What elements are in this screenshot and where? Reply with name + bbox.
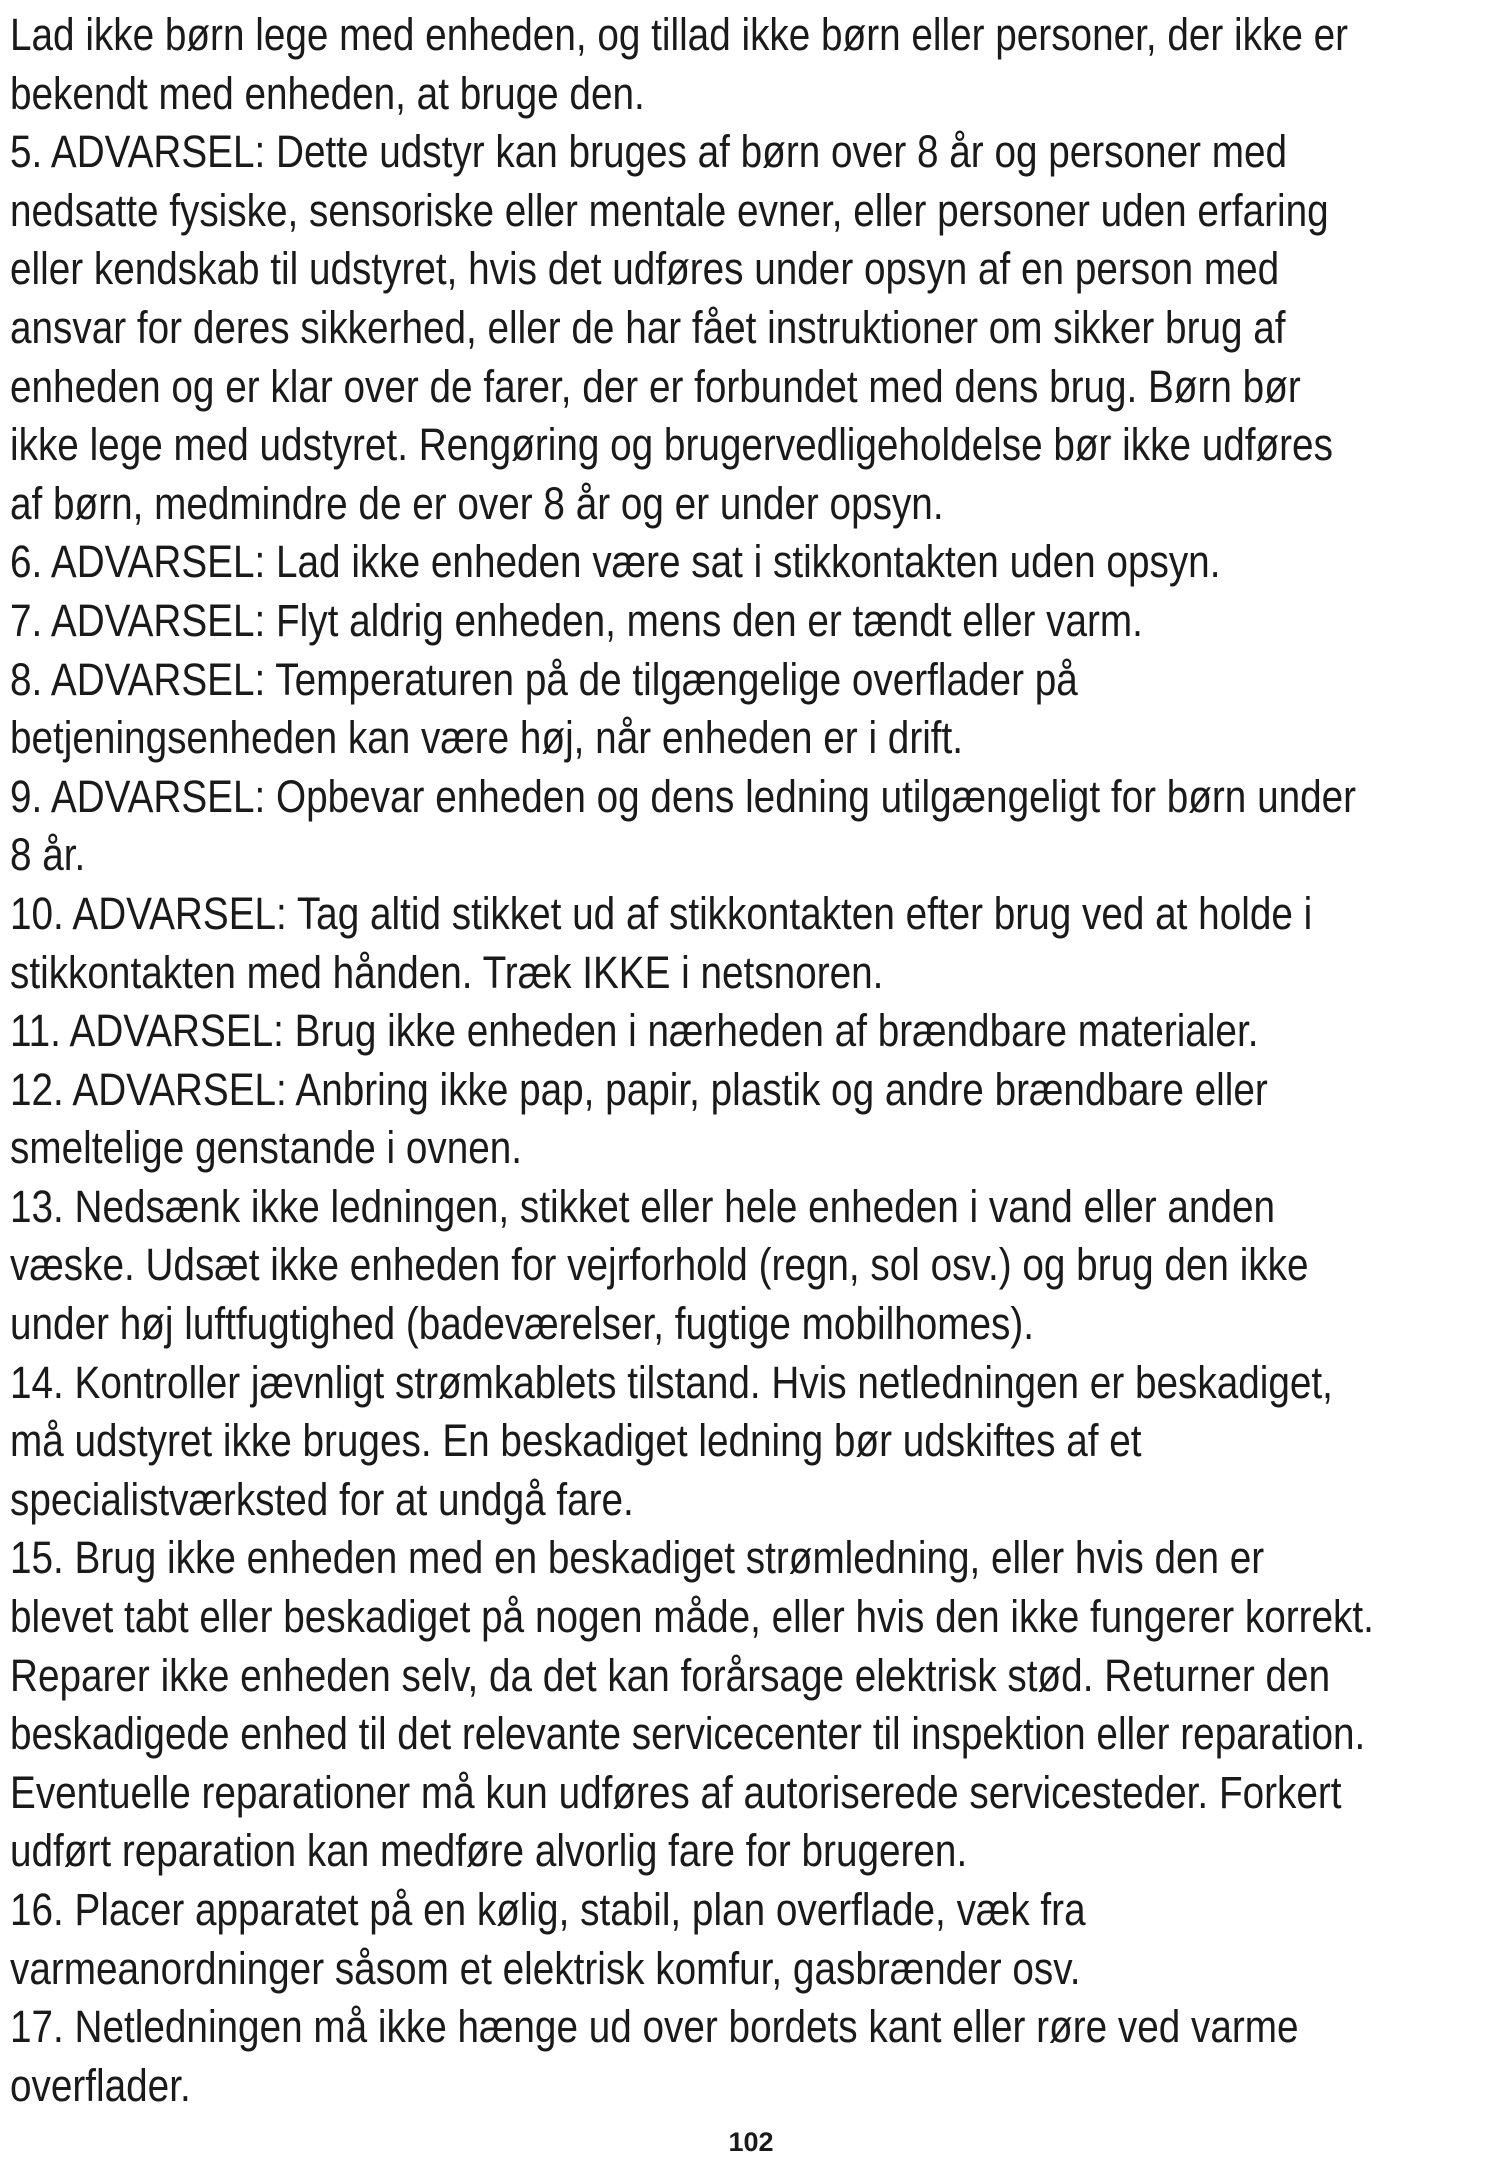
text-line: 11. ADVARSEL: Brug ikke enheden i nærheden af brændbare materialer. [10,1005,1259,1057]
text-line: ansvar for deres sikkerhed, eller de har fået instruktioner om sikker brug af [10,301,1286,353]
text-line: 17. Netledningen må ikke hænge ud over bordets kant eller røre ved varme [10,2001,1299,2053]
text-line: 9. ADVARSEL: Opbevar enheden og dens ledning utilgængeligt for børn under [10,770,1357,822]
paragraph [10,6,1498,123]
text-line: stikkontakten med hånden. Træk IKKE i netsnoren. [10,946,884,998]
paragraph [10,885,1498,1002]
text-line: 8 år. [10,829,86,881]
text-line: overflader. [10,2059,191,2111]
text-line: 10. ADVARSEL: Tag altid stikket ud af stikkontakten efter brug ved at holde i [10,887,1313,939]
paragraph [10,1002,1498,1061]
text-line: udført reparation kan medføre alvorlig fare for brugeren. [10,1825,968,1877]
text-line: 15. Brug ikke enheden med en beskadiget strømledning, eller hvis den er [10,1532,1265,1584]
text-line: beskadigede enhed til det relevante servicecenter til inspektion eller reparation. [10,1708,1366,1760]
text-line: enheden og er klar over de farer, der er forbundet med dens brug. Børn bør [10,360,1301,412]
paragraph [10,1354,1498,1530]
text-line: Reparer ikke enheden selv, da det kan forårsage elektrisk stød. Returner den [10,1649,1331,1701]
text-line: væske. Udsæt ikke enheden for vejrforhold (regn, sol osv.) og brug den ikke [10,1239,1309,1291]
page-number: 102 [728,2127,774,2157]
paragraph [10,1061,1498,1178]
text-line: 8. ADVARSEL: Temperaturen på de tilgængelige overflader på [10,653,1078,705]
text-line: Lad ikke børn lege med enheden, og tillad ikke børn eller personer, der ikke er [10,9,1349,60]
text-line: specialistværksted for at undgå fare. [10,1473,634,1525]
text-line: blevet tabt eller beskadiget på nogen måde, eller hvis den ikke fungerer korrekt. [10,1591,1374,1643]
text-line: 14. Kontroller jævnligt strømkablets tilstand. Hvis netledningen er beskadiget, [10,1356,1333,1408]
paragraph [10,1529,1498,1881]
paragraph [10,533,1498,592]
text-line: smeltelige genstande i ovnen. [10,1122,523,1174]
paragraph [10,123,1498,533]
text-line: betjeningsenheden kan være høj, når enheden er i drift. [10,712,964,764]
text-line: 13. Nedsænk ikke ledningen, stikket eller hele enheden i vand eller anden [10,1180,1276,1232]
text-line: 6. ADVARSEL: Lad ikke enheden være sat i stikkontakten uden opsyn. [10,536,1221,588]
paragraph [10,768,1498,885]
text-line: må udstyret ikke bruges. En beskadiget ledning bør udskiftes af et [10,1415,1142,1467]
text-line: ikke lege med udstyret. Rengøring og brugervedligeholdelse bør ikke udføres [10,419,1333,471]
paragraph [10,1881,1498,1998]
paragraph [10,1998,1498,2115]
text-line: bekendt med enheden, at bruge den. [10,67,645,119]
text-line: varmeanordninger såsom et elektrisk komfur, gasbrænder osv. [10,1942,1081,1994]
paragraph [10,592,1498,651]
text-line: 7. ADVARSEL: Flyt aldrig enheden, mens den er tændt eller varm. [10,594,1143,646]
text-line: eller kendskab til udstyret, hvis det udføres under opsyn af en person med [10,243,1280,295]
text-line: nedsatte fysiske, sensoriske eller mentale evner, eller personer uden erfaring [10,184,1329,236]
paragraph [10,1178,1498,1354]
paragraph [10,651,1498,768]
text-line: 16. Placer apparatet på en kølig, stabil, plan overflade, væk fra [10,1884,1086,1935]
text-line: Eventuelle reparationer må kun udføres af autoriserede servicesteder. Forkert [10,1766,1342,1818]
text-line: 5. ADVARSEL: Dette udstyr kan bruges af børn over 8 år og personer med [10,126,1288,178]
text-line: under høj luftfugtighed (badeværelser, fugtige mobilhomes). [10,1298,1034,1350]
document-body [10,6,1498,2115]
text-line: 12. ADVARSEL: Anbring ikke pap, papir, plastik og andre brændbare eller [10,1063,1268,1115]
text-line: af børn, medmindre de er over 8 år og er under opsyn. [10,477,944,529]
